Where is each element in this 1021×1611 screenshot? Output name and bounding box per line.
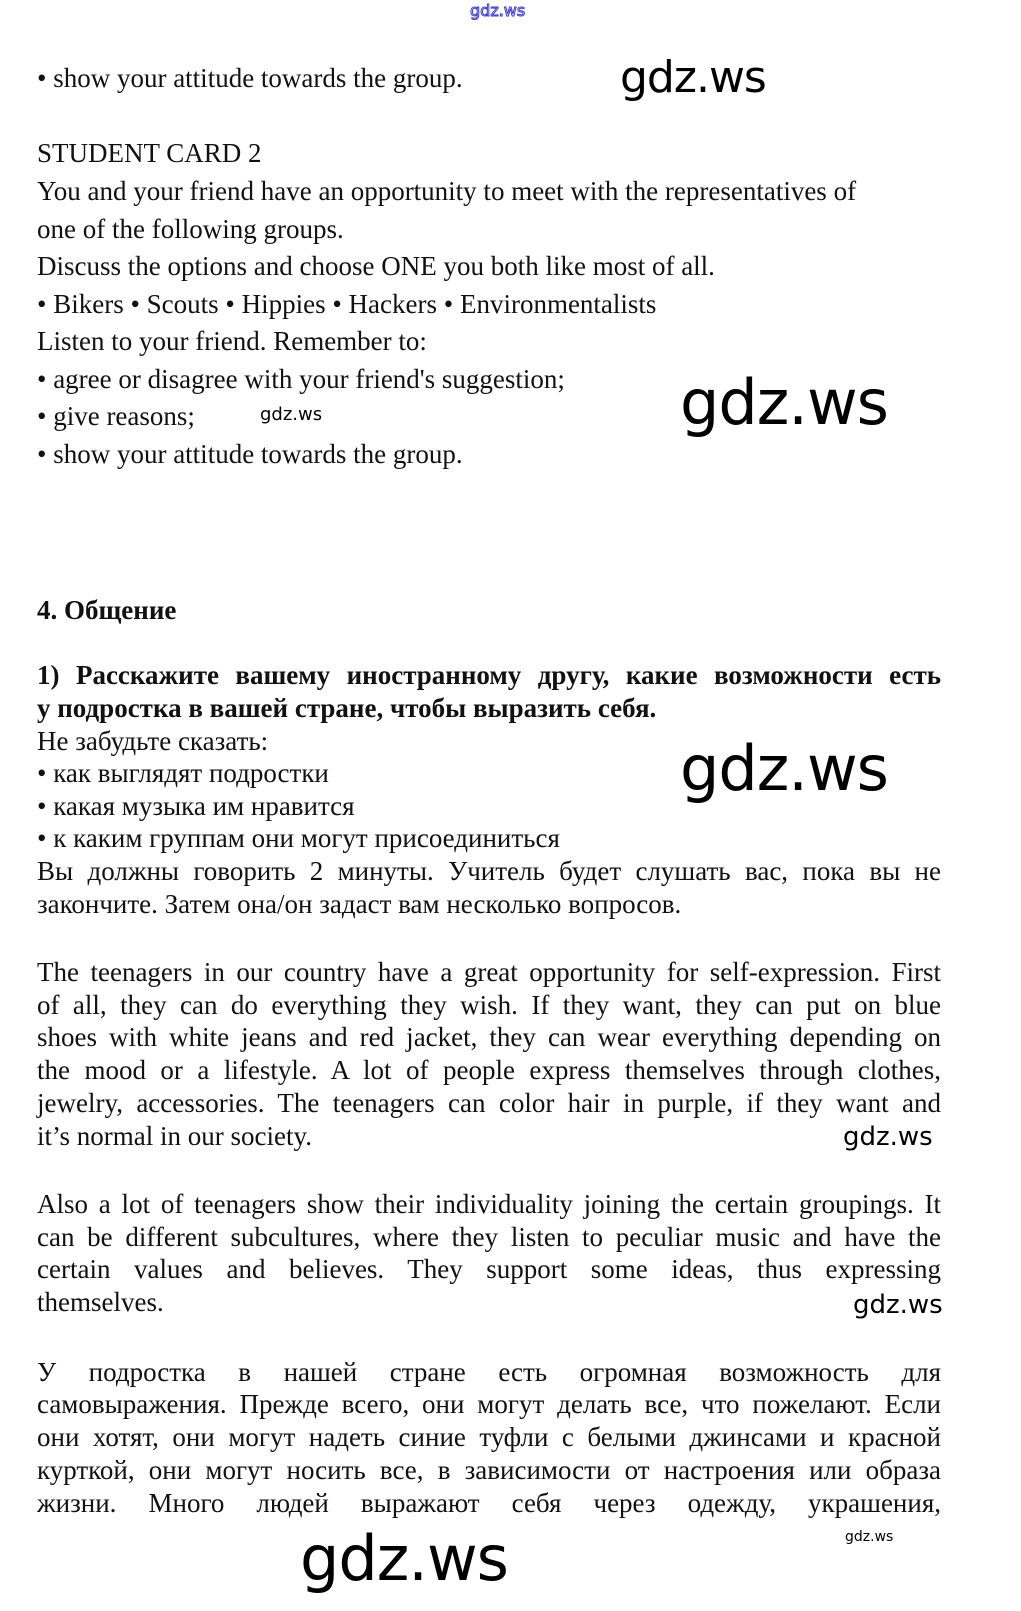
task-line: у подростка в вашей стране, чтобы выразить себя. xyxy=(37,693,657,723)
watermark-top: gdz.ws xyxy=(470,1,526,20)
card-line: You and your friend have an opportunity to meet with the representatives of xyxy=(37,176,857,206)
section-heading: 4. Общение xyxy=(37,595,177,625)
group-options: • Bikers • Scouts • Hippies • Hackers • Environmentalists xyxy=(37,289,657,319)
answer-en-line: Also a lot of teenagers show their individuality joining the certain groupings. It xyxy=(37,1189,941,1219)
card-line: one of the following groups. xyxy=(37,214,344,244)
answer-en-line: themselves. xyxy=(37,1287,164,1317)
answer-ru-line: У подростка в нашей стране есть огромная возможность для xyxy=(37,1357,941,1387)
card-bullet: • agree or disagree with your friend's suggestion; xyxy=(37,364,565,394)
instruction-bullet: • какая музыка им нравится xyxy=(37,791,355,821)
answer-en-line: the mood or a lifestyle. A lot of people express themselves through clothes, xyxy=(37,1055,941,1085)
card-bullet: • give reasons; xyxy=(37,401,195,431)
answer-en-line: can be different subcultures, where they listen to peculiar music and have the xyxy=(37,1222,941,1252)
answer-en-line: of all, they can do everything they wish. If they want, they can put on blue xyxy=(37,990,941,1020)
card-bullet: • show your attitude towards the group. xyxy=(37,439,463,469)
instruction-line: закончите. Затем она/он задаст вам несколько вопросов. xyxy=(37,889,682,919)
answer-en-line: certain values and believes. They support some ideas, thus expressing xyxy=(37,1254,941,1284)
answer-en-line: shoes with white jeans and red jacket, they can wear everything depending on xyxy=(37,1022,941,1052)
instruction-line: Вы должны говорить 2 минуты. Учитель будет слушать вас, пока вы не xyxy=(37,856,941,886)
instruction-line: Не забудьте сказать: xyxy=(37,726,269,756)
student-card-title: STUDENT CARD 2 xyxy=(37,138,262,168)
card-line: Listen to your friend. Remember to: xyxy=(37,326,427,356)
answer-ru-line: самовыражения. Прежде всего, они могут делать все, что пожелают. Если xyxy=(37,1389,941,1419)
bullet-show-attitude: • show your attitude towards the group. xyxy=(37,63,463,93)
answer-ru-line: они хотят, они могут надеть синие туфли с белыми джинсами и красной xyxy=(37,1422,941,1452)
card-line: Discuss the options and choose ONE you both like most of all. xyxy=(37,251,715,281)
answer-en-line: jewelry, accessories. The teenagers can color hair in purple, if they want and xyxy=(37,1088,941,1118)
watermark: gdz.ws xyxy=(853,1290,943,1320)
watermark: gdz.ws xyxy=(843,1122,933,1152)
watermark: gdz.ws xyxy=(620,52,766,103)
answer-ru-line: жизни. Много людей выражают себя через одежду, украшения, xyxy=(37,1488,941,1518)
instruction-bullet: • к каким группам они могут присоединиться xyxy=(37,823,560,853)
answer-en-line: The teenagers in our country have a great opportunity for self-expression. First xyxy=(37,957,941,987)
watermark: gdz.ws xyxy=(300,1522,508,1595)
instruction-bullet: • как выглядят подростки xyxy=(37,758,329,788)
watermark: gdz.ws xyxy=(680,366,888,439)
task-line: 1) Расскажите вашему иностранному другу, какие возможности есть xyxy=(37,660,941,690)
watermark: gdz.ws xyxy=(680,732,888,805)
answer-en-line: it’s normal in our society. xyxy=(37,1121,312,1151)
watermark: gdz.ws xyxy=(260,404,323,425)
watermark: gdz.ws xyxy=(845,1529,894,1545)
answer-ru-line: курткой, они могут носить все, в зависимости от настроения или образа xyxy=(37,1455,941,1485)
